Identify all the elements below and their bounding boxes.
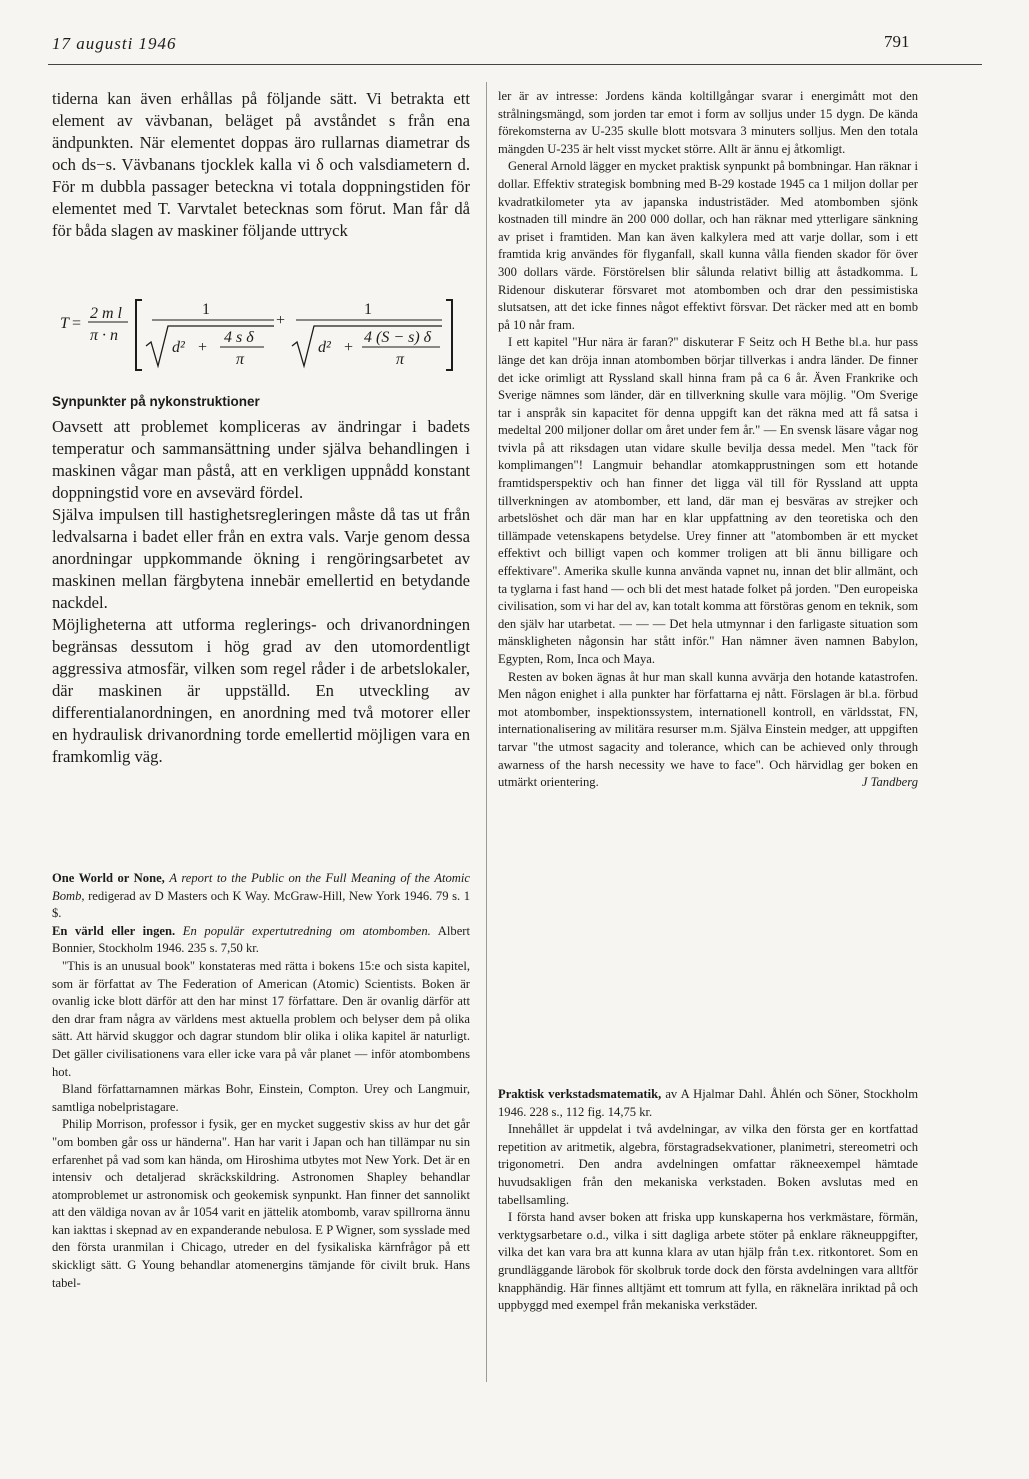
review-subtitle: A report to the Public on the Full Meaning of the Atomic Bomb, — [52, 871, 470, 903]
issue-date: 17 augusti 1946 — [52, 34, 177, 53]
review-paragraph: I ett kapitel "Hur nära är faran?" diskuterar F Seitz och H Bethe bl.a. hur pass länge det kan dröja innan atombomben börjar tillverkas i andra länder. De finner det icke orimligt att Ryssland skall hinna fram på ca 6 år. Även Frankrike och Sverige nämnes som länder, där en tillverkning skulle vara möjlig. "Om Sverige tar i anspråk sin kapacitet för denna uppgift kan det räkna med att få satsa i medeltal 200 miljoner dollar om året under fem år." — En svensk läsare vågar nog tvivla på att riksdagen utan vidare skulle bevilja dessa medel. Men "tack för komplimangen"! Langmuir behandlar atomkapprustningen som ett hotande framtidsperspektiv och han finner det ligga väl till för Ryssland att uppta tillverkningen av atombomber, ett land, där man ej besväras av strejker och arbetslöshet och där man har en klar uppfattning av den teoretiska och den tillämpade vetenskapens betydelse. Urey finner att "atombomben är ett mycket effektivt och billigt vapen och kommer troligen att bli ännu billigare och effektivare". Amerika skulle kunna använda vapnet nu, innan det blir allmänt, och ta tyglarna i fast hand — och bli det mest hatade folket på jorden. "Den europeiska civilisation, som vi har del av, kan totalt komma att förstöras genom en teknik, som den själv har utarbetat. — — — Det hela utmynnar i den farligaste situation som mänskligheten någonsin har stått inför." Han nämner även namnen Babylon, Egypten, Rom, Inca och Maya. — [498, 335, 918, 666]
review-paragraph-text: Resten av boken ägnas åt hur man skall kunna avvärja den hotande katastrofen. Men någon enighet i alla punkter har författarna ej nått. Förslagen är bl.a. förbud mot atombomber, inspektionssystem, internationell kontroll, en världsstat, FN, internationalisering av militära resurser m.m. Själva Einstein medger, att uppgiften tarvar "the utmost sagacity and tolerance, which can be achieved only through awarness of the harsh necessity we have to face". Och härvidlag ger boken en utmärkt orientering. — [498, 669, 918, 790]
formula-term2-numerator: 4 (S − s) δ — [364, 329, 432, 346]
reviewer-signature: J Tandberg — [861, 775, 918, 790]
review-publisher: redigerad av D Masters och K Way. McGraw-Hill, New York 1946. 79 s. 1 $. — [52, 888, 470, 921]
formula-d2-a: d² — [172, 339, 185, 356]
review-citation — [498, 1086, 918, 1121]
body-paragraph: Själva impulsen till hastighetsregleringen måste då tas ut från ledvalsarna i badet eller från en extra vals. Varje genom dessa anordningar uppkommande ökning i rengöringsarbetet av maskinen mellan färgbytena innebär emellertid en betydande nackdel. — [52, 505, 470, 612]
review-title: One World or None, — [52, 871, 165, 885]
review-title: Praktisk verkstadsmatematik, — [498, 1087, 662, 1101]
formula-term1-numerator: 4 s δ — [224, 329, 254, 346]
review-title: En värld eller ingen. — [52, 923, 176, 938]
review-subtitle: En populär expertutredning om atombomben. — [182, 923, 431, 938]
review-continuation — [498, 88, 918, 792]
intro-text: tiderna kan även erhållas på följande sätt. Vi betrakta ett element av vävbanan, beläget på avståndet s från ena ändpunkten. När elementet doppas äro rullarnas diametrar ds och ds−s. Vävbanans tjocklek kalla vi δ och valsdiametern d. För m dubbla passager beteckna vi totala doppningstiden för elementet med T. Varvtalet betecknas som förut. Man får då för båda slagen av maskiner följande uttryck — [52, 89, 470, 240]
formula-plus-inner-a: + — [198, 339, 208, 356]
review-paragraph — [498, 669, 918, 792]
page-number: 791 — [884, 32, 910, 51]
formula-plus-inner-b: + — [344, 339, 354, 356]
formula-term1-denominator: π — [236, 351, 245, 368]
review-verkstadsmatematik — [498, 1086, 918, 1315]
review-one-world — [52, 870, 470, 1292]
header-rule — [48, 64, 982, 65]
column-rule — [486, 82, 487, 1382]
body-paragraph: Möjligheterna att utforma reglerings- och drivanordningen begränsas dessutom i hög grad av den utomordentligt aggressiva atmosfär, vilken som regel råder i de arbetslokaler, där maskinen är uppställd. En utveckling av differentialanordningen, en anordning med två motorer eller en hydraulisk drivanordning torde emellertid möjligen vara en framkomlig väg. — [52, 615, 470, 766]
formula-term2-denominator: π — [396, 351, 405, 368]
formula-one-a: 1 — [202, 301, 210, 318]
section-body — [52, 416, 470, 768]
formula-d2-b: d² — [318, 339, 331, 356]
formula-equals: = — [72, 315, 82, 332]
review-citation-swedish — [52, 923, 470, 958]
formula-fraction-numerator: 2 m l — [90, 305, 122, 322]
review-paragraph: ler är av intresse: Jordens kända koltillgångar svarar i energimått mot den strålningsmängd, som jorden tar emot i form av solljus under 15 dygn. De kända förekomsterna av U-235 skulle blott motsvara 3 minuters solljus. Men den totala mängden U-235 är helt visst mycket större. Allt är ännu ej åtkomligt. — [498, 89, 918, 156]
formula-lhs: T — [60, 315, 69, 332]
review-paragraph: Bland författarnamnen märkas Bohr, Einstein, Compton. Urey och Langmuir, samtliga nobelpristagare. — [52, 1082, 470, 1114]
review-paragraph: Philip Morrison, professor i fysik, ger en mycket suggestiv skiss av hur det går "om bomben går oss ur händerna". Han har varit i Japan och han tillämpar nu sin erfarenhet på vad som kan hända, om Hiroshima utbytes mot New York. Det är en intensiv och detaljerad skräckskildring. Astronomen Shapley behandlar atomproblemet ur astronomisk och geokemisk synpunkt. Han finner det sannolikt att den väldiga novan av år 1054 varit en jättelik atombomb, varav spillrorna ännu kan iakttas i skepnad av en expanderande nebulosa. E P Wigner, som sysslade med den första uranmilan i Chicago, utreder en del fysikaliska kärnfrågor på ett skickligt sätt. G Young behandlar atomenergins tämjande för civilt bruk. Hans tabel- — [52, 1117, 470, 1290]
formula-plus-outer: + — [276, 312, 286, 329]
review-publisher: Albert Bonnier, Stockholm 1946. 235 s. 7,50 kr. — [52, 923, 470, 956]
formula-fraction-denominator: π · n — [90, 327, 119, 344]
review-paragraph: General Arnold lägger en mycket praktisk synpunkt på bombningar. Han räknar i dollar. Effektiv strategisk bombning med B-29 kostade 1945 ca 1 miljon dollar per kvadratkilometer yta av japanska industristäder. Med atombomben sjönk kostnaden till mindre än 200 000 dollar, och han räknar med ytterligare sänkning av priset i framtiden. Man kan även kalkylera med att varje dollar, som i ett framtida krig användes för flyganfall, skall kunna vålla fienden skador för över 300 dollars värde. Förstörelsen blir sålunda relativt billig att åstadkomma. L Ridenour diskuterar försvaret mot atombomben och drar den pessimistiska slutsatsen, att det icke finnes något effektivt försvar. Det räcker med att en bomb på 10 når fram. — [498, 159, 918, 332]
doping-time-formula — [56, 292, 466, 372]
review-publisher: av A Hjalmar Dahl. Åhlén och Söner, Stockholm 1946. 228 s., 112 fig. 14,75 kr. — [498, 1087, 918, 1119]
formula-one-b: 1 — [364, 301, 372, 318]
review-paragraph: I första hand avser boken att friska upp kunskaperna hos verkmästare, förmän, verktygsarbetare o.d., vilka i sitt dagliga arbete stöter på enklare räkneuppgifter, vilka det kan vara bra att kunna klara av utan hjälp från t.ex. ritkontoret. Som en grundläggande lärobok för skolbruk torde dock den första avdelningen vara alltför knapphändig. Här finnes alltjämt ett tomrum att fylla, en räknelära inriktad på och uppbyggd med exempel från mekaniska verkstäder. — [498, 1210, 918, 1313]
review-paragraph: "This is an unusual book" konstateras med rätta i bokens 15:e och sista kapitel, som är författat av The Federation of American (Atomic) Scientists. Boken är ovanlig icke blott därför att den har minst 17 författare. Den är ovanlig därför att den drar fram några av världens mest aktuella problem och belyser dem på olika sätt. Att härvid skuggor och dagrar stundom blir olika i olika kapitel är naturligt. Det gäller civilisationens vara eller icke vara på vår planet — inför atombombens hot. — [52, 958, 470, 1079]
intro-paragraph — [52, 88, 470, 242]
section-heading: Synpunkter på nykonstruktioner — [52, 394, 260, 409]
body-paragraph: Oavsett att problemet kompliceras av ändringar i badets temperatur och sammansättning under själva behandlingen i maskinen vågar man påstå, att en verkligen uppnådd konstant doppningstid vore en avsevärd fördel. — [52, 417, 470, 502]
review-paragraph: Innehållet är uppdelat i två avdelningar, av vilka den första ger en kortfattad repetition av aritmetik, algebra, förstagradsekvationer, planimetri, stereometri och trigonometri. Den andra avdelningen omfattar räkneexempel hämtade huvudsakligen från den mekaniska verkstaden. Boken avslutas med en tabellsamling. — [498, 1122, 918, 1207]
review-citation-english — [52, 870, 470, 923]
